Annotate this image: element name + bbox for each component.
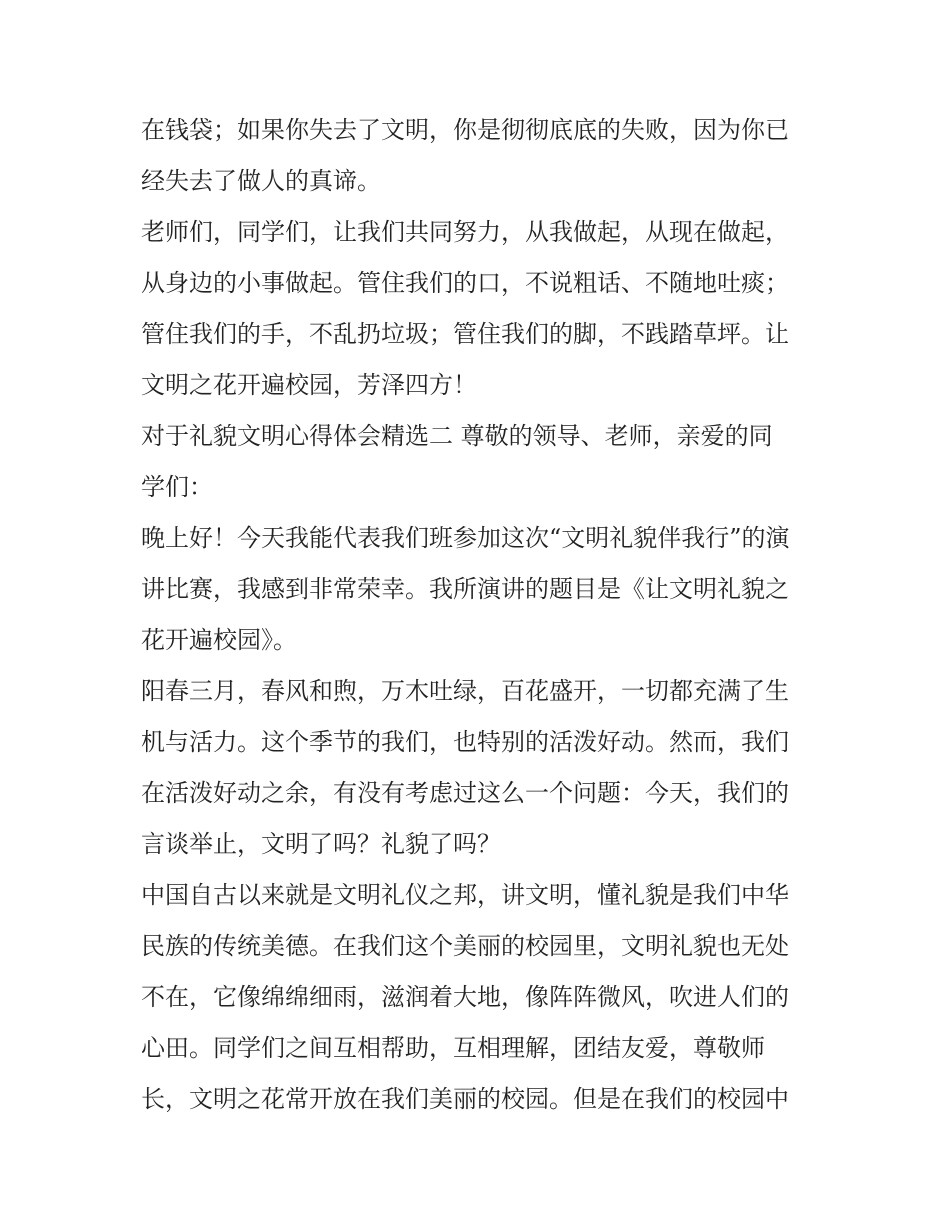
text-line: 言谈举止，文明了吗？礼貌了吗？ xyxy=(141,830,501,858)
text-line: 经失去了做人的真谛。 xyxy=(141,167,381,195)
text-line: 老师们，同学们，让我们共同努力，从我做起，从现在做起， xyxy=(141,218,789,246)
text-line: 中国自古以来就是文明礼仪之邦，讲文明，懂礼貌是我们中华 xyxy=(141,881,789,909)
text-line: 文明之花开遍校园，芳泽四方！ xyxy=(141,371,477,399)
text-line: 阳春三月，春风和煦，万木吐绿，百花盛开，一切都充满了生 xyxy=(141,677,789,705)
text-line: 晚上好！今天我能代表我们班参加这次“文明礼貌伴我行”的演 xyxy=(141,524,790,552)
section-heading-line: 对于礼貌文明心得体会精选二 尊敬的领导、老师，亲爱的同 xyxy=(141,422,773,450)
text-line: 民族的传统美德。在我们这个美丽的校园里，文明礼貌也无处 xyxy=(141,932,789,960)
document-text-body xyxy=(141,105,813,1125)
text-line: 从身边的小事做起。管住我们的口，不说粗话、不随地吐痰； xyxy=(141,269,789,297)
section-heading-line: 学们： xyxy=(141,473,213,501)
text-line: 心田。同学们之间互相帮助，互相理解，团结友爱，尊敬师 xyxy=(141,1034,765,1062)
text-line: 管住我们的手，不乱扔垃圾；管住我们的脚，不践踏草坪。让 xyxy=(141,320,789,348)
text-line: 机与活力。这个季节的我们，也特别的活泼好动。然而，我们 xyxy=(141,728,789,756)
text-line: 在钱袋；如果你失去了文明，你是彻彻底底的失败，因为你已 xyxy=(141,116,789,144)
text-line: 花开遍校园》。 xyxy=(141,626,297,654)
text-line: 在活泼好动之余，有没有考虑过这么一个问题：今天，我们的 xyxy=(141,779,789,807)
text-line: 长，文明之花常开放在我们美丽的校园。但是在我们的校园中 xyxy=(141,1085,789,1113)
text-line: 不在，它像绵绵细雨，滋润着大地，像阵阵微风，吹进人们的 xyxy=(141,983,789,1011)
text-line: 讲比赛，我感到非常荣幸。我所演讲的题目是《让文明礼貌之 xyxy=(141,575,789,603)
